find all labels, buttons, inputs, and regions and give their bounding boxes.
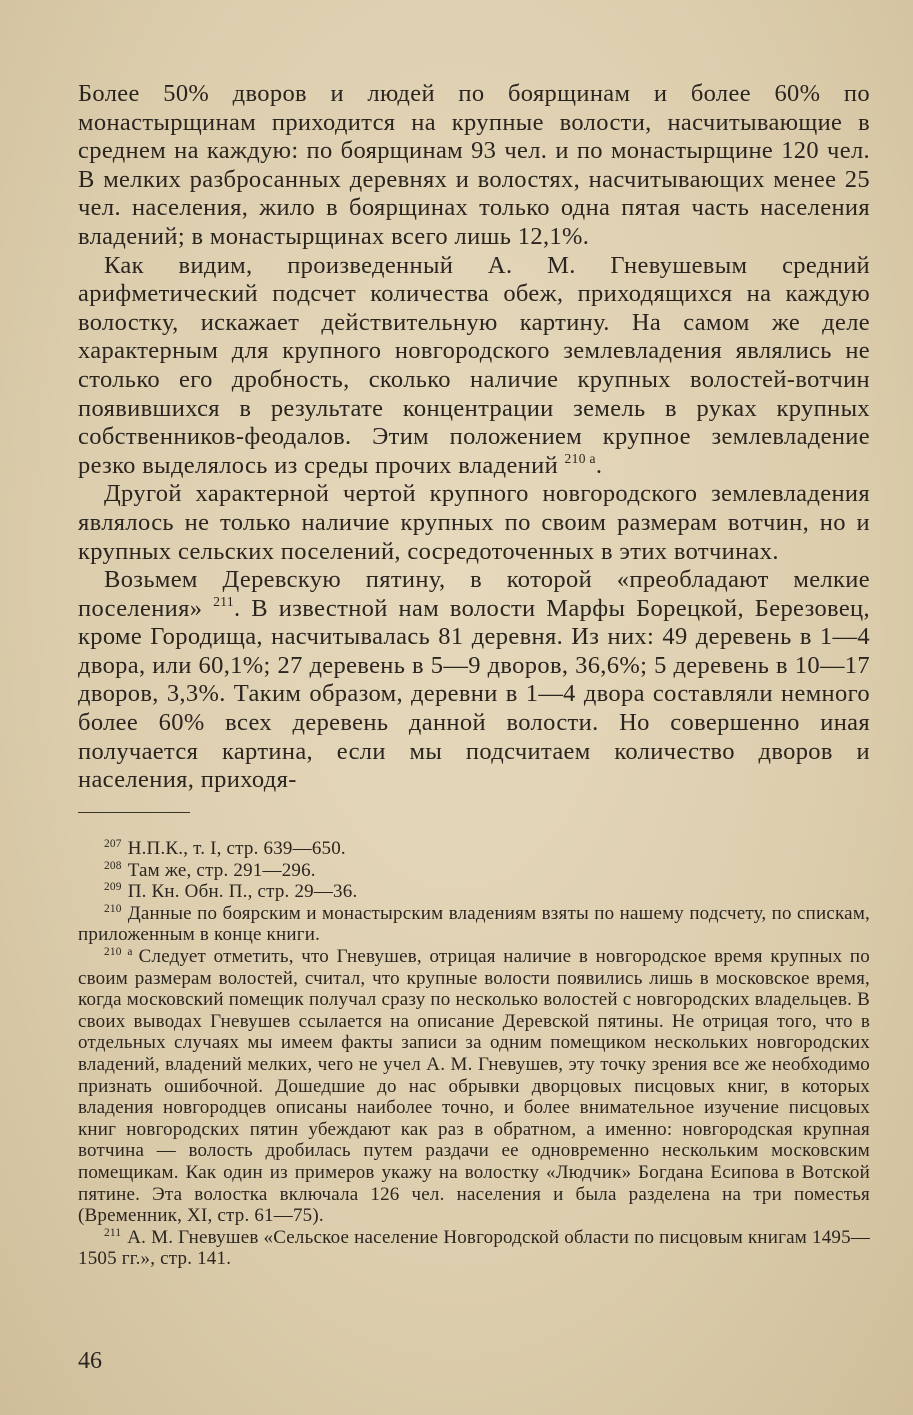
footnote-208: $^{208}$ Там же, стр. 291—296. [104, 859, 316, 881]
footnote-number: 211 [104, 1226, 122, 1239]
footnote-210a: $^{210 а}$ Следует отметить, что Гневушев, отрицая наличие в новгородское время крупных по своим размерам волостей, считал, что крупные волости появились лишь в московское время, когда московский помещик получал сразу по несколько волостей с новгородских владельцев. В своих выводах Гневушев ссылается на описание Деревской пятины. Не отрицая того, что в отдельных случаях мы имеем факты записи за одним помещиком нескольких новгородских владений, владений мелких, чего не учел А. М. Гневушев, эту точку зрения все же необходимо признать ошибочной. Дошедшие до нас обрывки дворцовых писцовых книг, в которых владения новгородцев описаны наиболее точно, и более внимательное изучение писцовых книг новгородских пятин убеждают как раз в обратном, а именно: новгородская крупная вотчина — волость дробилась путем раздачи ее одновременно нескольким московским помещикам. Как один из примеров укажу на волостку «Людчик» Богдана Есипова в Вотской пятине. Эта волостка включала 126 чел. населения и была разделена на три поместья (Временник, XI, стр. 61—75). [78, 945, 870, 1227]
footnote-ref-210a[interactable]: 210 а [564, 450, 596, 466]
footnote-211: $^{211}$ А. М. Гневушев «Сельское население Новгородской области по писцовым книгам 1495—1505 гг.», стр. 141. [78, 1226, 870, 1270]
page-number: 46 [78, 1348, 102, 1374]
paragraph-4: Возьмем Деревскую пятину, в которой «преобладают мелкие поселения» $^{211}$. В известной нам волости Марфы Борецкой, Березовец, кроме Городища, насчитывалась 81 деревня. Из них: 49 деревень в 1—4 двора, или 60,1%; 27 деревень в 5—9 дворов, 36,6%; 5 деревень в 10—17 дворов, 3,3%. Таким образом, деревни в 1—4 двора составляли немного более 60% всех деревень данной волости. Но совершенно иная получается картина, если мы подсчитаем количество дворов и населения, приходя- [78, 566, 870, 794]
footnote-number: 210 [104, 902, 122, 915]
paragraph-2: Как видим, произведенный А. М. Гневушевым средний арифметический подсчет количества обеж, приходящихся на каждую волостку, искажает действительную картину. На самом же деле характерным для крупного новгородского землевладения являлись не столько его дробность, сколько наличие крупных волостей-вотчин появившихся в результате концентрации земель в руках крупных собственников-феодалов. Этим положением крупное землевладение резко выделялось из среды прочих владений $^{210 а}$. [78, 251, 870, 479]
footnote-divider [78, 812, 190, 813]
paragraph-3: Другой характерной чертой крупного новгородского землевладения являлось не только наличие крупных по своим размерам вотчин, но и крупных сельских поселений, сосредоточенных в этих вотчинах. [78, 480, 870, 565]
main-text [78, 80, 870, 795]
footnote-number: 208 [104, 859, 122, 872]
footnote-210: $^{210}$ Данные по боярским и монастырским владениям взяты по нашему подсчету, по спискам, приложенным в конце книги. [78, 902, 870, 946]
footnote-number: 210 а [104, 946, 133, 959]
footnote-ref-211[interactable]: 211 [213, 593, 234, 609]
paragraph-1: Более 50% дворов и людей по боярщинам и более 60% по монастырщинам приходится на крупные волости, насчитывающие в среднем на каждую: по боярщинам 93 чел. и по монастырщине 120 чел. В мелких разбросанных деревнях и волостях, насчитывающих менее 25 чел. населения, жило в боярщинах только одна пятая часть населения владений; в монастырщинах всего лишь 12,1%. [78, 80, 870, 250]
footnote-number: 209 [104, 881, 122, 894]
footnote-number: 207 [104, 838, 122, 851]
footnote-207: $^{207}$ Н.П.К., т. I, стр. 639—650. [104, 838, 346, 859]
footnote-209: $^{209}$ П. Кн. Обн. П., стр. 29—36. [104, 881, 358, 903]
footnotes [78, 838, 870, 1270]
